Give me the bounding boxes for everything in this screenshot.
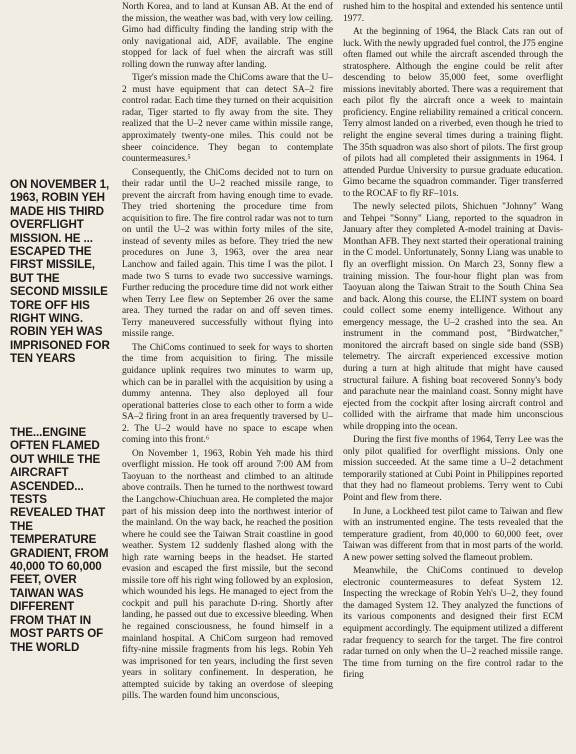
- text-column-left: [122, 2, 333, 703]
- pull-quote-engine-flameout: THE...ENGINE OFTEN FLAMED OUT WHILE THE AIRCRAFT ASCENDED... TESTS REVEALED THAT THE TEMPERATURE GRADIENT, FROM 40,000 TO 60,000 FEET, OVER TAIWAN WAS DIFFERENT FROM THAT IN MOST PARTS OF THE WORLD: [10, 426, 109, 654]
- paragraph: Meanwhile, the ChiComs continued to develop electronic countermeasures to defeat System 12. Inspecting the wreckage of Robin Yeh's U–2, they found the damaged System 12. They analyzed the functions of its various components and designed their first ECM equipment accordingly. The equipment utilized a different radar frequency to search for the target. The fire control radar turned on only when the U–2 reached missile range. The time from turning on the fire control radar to the firing: [343, 566, 563, 681]
- paragraph: In June, a Lockheed test pilot came to Taiwan and flew with an instrumented engine. The tests revealed that the temperature gradient, from 40,000 to 60,000 feet, over Taiwan was different from that in most parts of the world. A new power setting solved the flameout problem.: [343, 506, 563, 563]
- paragraph: rushed him to the hospital and extended his sentence until 1977.: [343, 2, 563, 24]
- paragraph: Tiger's mission made the ChiComs aware that the U–2 must have equipment that can detect SA–2 fire control radar. Each time they turned on their acquisition radar, Tiger started to fly away from the site. They realized that the U–2 never came within missile range, approximately twenty-one miles. This could not be sheer coincidence. They began to contemplate countermeasures.⁵: [122, 73, 333, 165]
- paragraph: During the first five months of 1964, Terry Lee was the only pilot qualified for overflight missions. Only one mission succeeded. At the same time a U–2 detachment temporarily stationed at Cubi Point in Philippines reported that they had no flameout problems. Terry went to Cubi Point and flew from there.: [343, 435, 563, 503]
- text-column-right: [343, 2, 563, 682]
- paragraph: The newly selected pilots, Shichuen "Johnny" Wang and Tehpei "Sonny" Liang, reported to the squadron in January after they completed A-model training at Davis-Monthan AFB. They next started their operational training in the C model. Unfortunately, Sonny Liang was unable to fly an overflight mission. On March 23, Sonny flew a training mission. The four-hour flight plan was from Taoyuan along the Taiwan Strait to the South China Sea and back. Along this course, the ELINT system on board could collect some enemy intelligence. Without any emergency message, the U–2 crashed into the sea. An instrument in the command post, "Birdwatcher," monitored the aircraft based on single side band (SSB) telemetry. The aircraft experienced excessive motion during a turn at high altitude that might have caused structural failure. A fishing boat recovered Sonny's body and parachute near the mainland coast. Sonny might have ejected from the cockpit after losing aircraft control and collided with the airframe that made him unconscious while dropping into the ocean.: [343, 202, 563, 432]
- paragraph: At the beginning of 1964, the Black Cats ran out of luck. With the newly upgraded fuel control, the J75 engine often flamed out while the aircraft ascended through the stratosphere. Although the engine could be relit after descending to below 35,000 feet, some overflight missions inevitably aborted. There was a requirement that each pilot fly the aircraft once a week to maintain proficiency. Engine reliability remained a critical concern. Terry almost landed on a riverbed, even though he tried to relight the engine several times during a training flight. The 35th squadron was also short of pilots. The first group of pilots had all completed their assignments in 1964. I attended Purdue University to pursue graduate education. Gimo became the squadron commander. Tiger transferred to the ROCAF to fly RF–101s.: [343, 27, 563, 199]
- paragraph: The ChiComs continued to seek for ways to shorten the time from acquisition to firing. The missile guidance uplink requires two minutes to warm up, which can be in parallel with the acquisition by using a dummy antenna. They also deployed all four operational batteries close to each other to form a wide SA–2 firing front in an area frequently traversed by U–2. The U–2 would have no space to escape when coming into this front.⁶: [122, 342, 333, 446]
- paragraph: North Korea, and to land at Kunsan AB. At the end of the mission, the weather was bad, with very low ceiling. Gimo had difficulty finding the landing strip with the only navigational aid, ADF, available. The engine stopped for lack of fuel when the aircraft was still rolling down the runway after landing.: [122, 2, 333, 70]
- pull-quote-robin-yeh: ON NOVEMBER 1, 1963, ROBIN YEH MADE HIS THIRD OVERFLIGHT MISSION. HE ... ESCAPED THE FIRST MISSILE, BUT THE SECOND MISSILE TORE OFF HIS RIGHT WING. ROBIN YEH WAS IMPRISONED FOR TEN YEARS: [10, 178, 110, 366]
- paragraph: On November 1, 1963, Robin Yeh made his third overflight mission. He took off around 7:00 AM from Taoyuan to the northeast and climbed to an altitude above contrails. Then he turned to the northwest toward the Langchow-Chiuchuan area. He completed the major part of his mission deep into the northwest interior of the mainland. On the way back, he reached the position where he could see the Taiwan Strait coastline in good weather. System 12 suddenly flashed along with the high rate warning beeps in the headset. He started evasion and escaped the first missile, but the second missile tore off his right wing followed by an explosion, which wounded his legs. He managed to eject from the cockpit and pull his parachute D-ring. Shortly after landing, he passed out due to excessive bleeding. When he regained consciousness, he found himself in a mainland hospital. A ChiCom surgeon had removed fifty-nine missile fragments from his legs. Robin Yeh was imprisoned for ten years, including the first seven years in solitary confinement. In desperation, he attempted suicide by taking an overdose of sleeping pills. The warden found him unconscious,: [122, 448, 333, 702]
- paragraph: Consequently, the ChiComs decided not to turn on their radar until the U–2 reached missile range, to prevent the aircraft from having enough time to evade. They tried shortening the procedure time from acquisition to fire. The fire control radar was not to turn on until the U–2 was within forty miles of the site, instead of seventy miles as before. They tried the new procedures on June 3, 1963, over the area near Lanchow and failed again. This time I was the pilot. I made two S turns to evade two successive warnings. Further reducing the procedure time did not work either when Terry Lee flew on September 26 over the same area. They turned the radar on and off seven times. Terry maneuvered successfully without flying into missile range.: [122, 167, 333, 340]
